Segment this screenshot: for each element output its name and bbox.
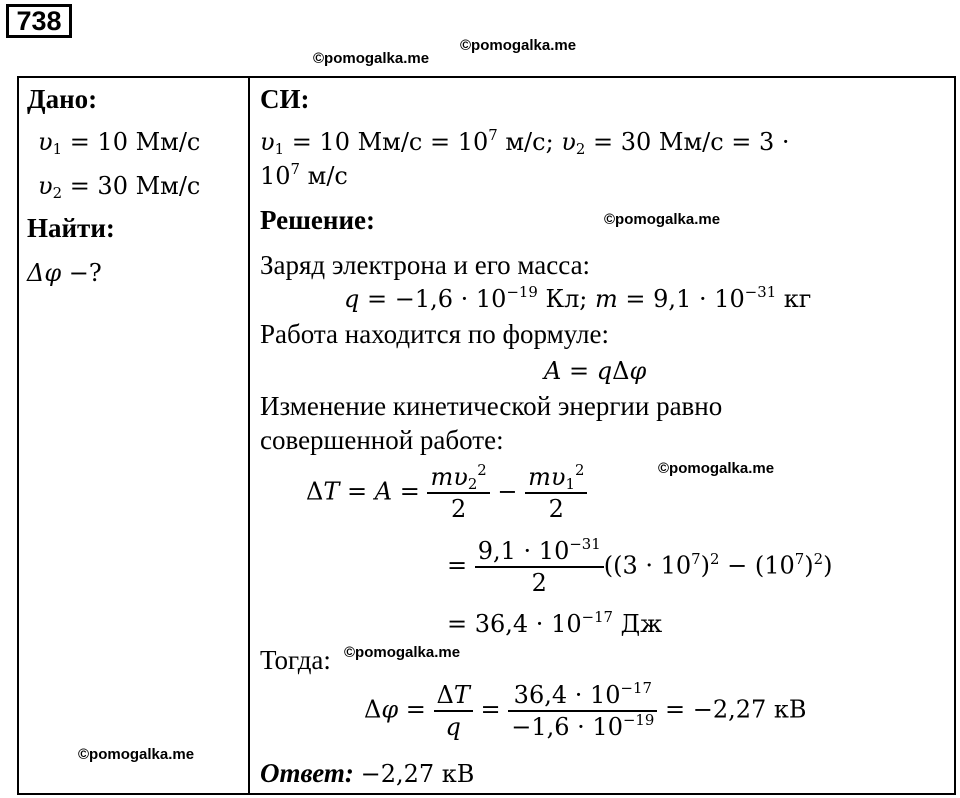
answer-value: −2,27 кВ — [360, 760, 475, 788]
answer-line — [260, 758, 474, 789]
work-formula-text: Работа находится по формуле: — [260, 319, 609, 349]
given-v2: $\upsilon_2 = 30$ Мм/с — [38, 172, 201, 203]
work-formula: A = qΔφ — [544, 357, 647, 385]
charge-mass-formula: $q = -1,6 \cdot 10^{-19}$ Кл; $m = 9,1 \cdot 10^{-31}$ кг — [344, 283, 812, 313]
potential-equation: Δφ = $\frac{\Delta T}{q}$ = $\frac{36,4 \cdot 10^{-17}}{-1,6 \cdot 10^{-19}}$ = −2,27 кВ — [364, 679, 807, 741]
problem-number: 738 — [6, 4, 72, 38]
find-heading: Найти: — [27, 213, 115, 243]
find-symbol: Δφ — [27, 259, 62, 287]
watermark: ©pomogalka.me — [78, 746, 195, 763]
find-suffix: −? — [61, 259, 102, 287]
charge-mass-text: Заряд электрона и его масса: — [260, 250, 591, 280]
si-heading: СИ: — [260, 84, 310, 114]
energy-equation: ΔT = A = $\frac{m\upsilon_2^2}{2}$ − $\frac{m\upsilon_1^2}{2}$ — [306, 462, 587, 524]
energy-result: = $36,4 \cdot 10^{-17}$ Дж — [447, 608, 663, 638]
then-text: Тогда: — [260, 645, 331, 675]
si-line-2: $10^7$ м/с — [260, 160, 348, 190]
energy-text-1: Изменение кинетической энергии равно — [260, 391, 723, 421]
watermark: ©pomogalka.me — [313, 50, 430, 67]
watermark: ©pomogalka.me — [344, 644, 461, 661]
answer-label: Ответ: — [260, 758, 354, 788]
find-item — [27, 258, 102, 288]
watermark: ©pomogalka.me — [658, 460, 775, 477]
watermark: ©pomogalka.me — [460, 37, 577, 54]
energy-calculation: = $\frac{9,1 \cdot 10^{-31}}{2}$ $((3 \cdot 10^7)^2 - (10^7)^2)$ — [447, 535, 833, 597]
column-divider — [248, 76, 250, 795]
watermark: ©pomogalka.me — [604, 211, 721, 228]
solution-heading: Решение: — [260, 205, 375, 235]
energy-text-2: совершенной работе: — [260, 425, 504, 455]
si-line-1: $\upsilon_1 = 10$ $Мм/с = 10^7$ м/с; $\upsilon_2 = 30$ Мм/с = 3 · — [260, 126, 790, 159]
given-heading: Дано: — [27, 84, 98, 114]
given-v1: $\upsilon_1 = 10$ Мм/с — [38, 128, 201, 159]
